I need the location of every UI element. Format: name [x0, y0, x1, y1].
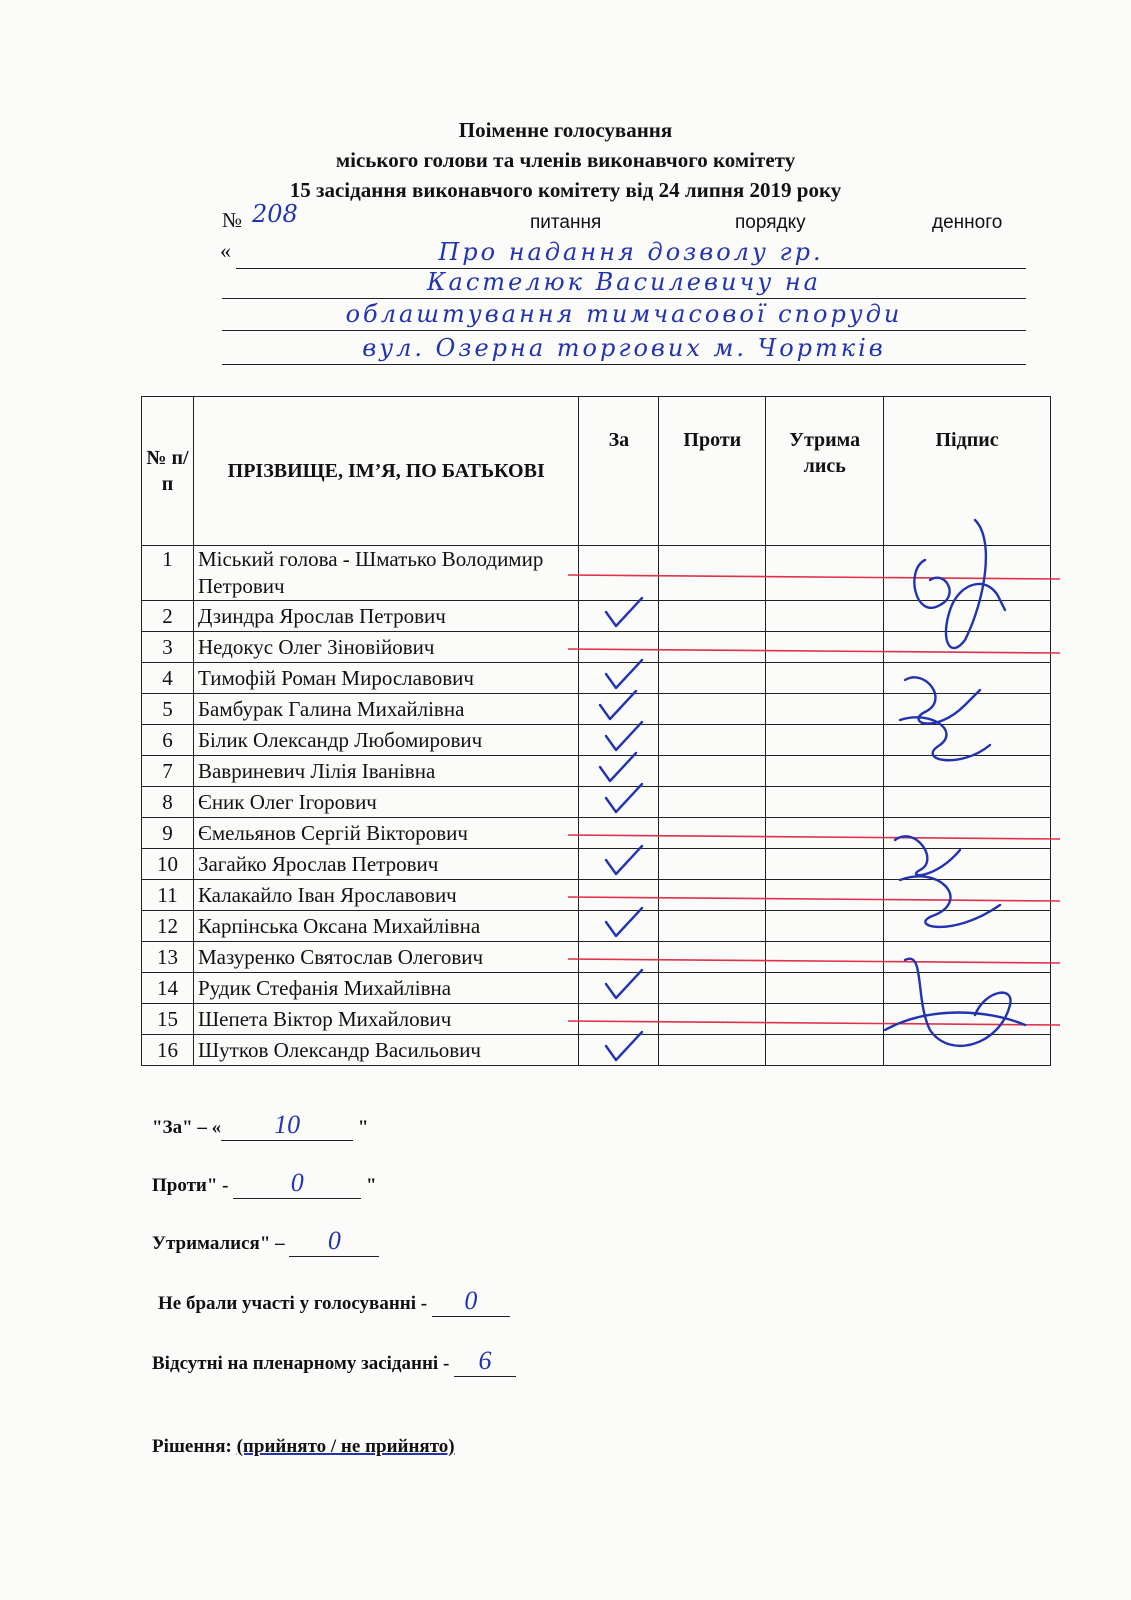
- cell-against: [659, 1035, 766, 1066]
- cell-name: Загайко Ярослав Петрович: [193, 849, 579, 880]
- table-row: [142, 546, 1051, 601]
- doc-subtitle: міського голови та членів виконавчого комітету: [335, 148, 796, 172]
- cell-name: Тимофій Роман Мирославович: [193, 663, 579, 694]
- cell-number: 2: [142, 601, 194, 632]
- table-row: [142, 849, 1051, 880]
- cell-signature: [884, 849, 1051, 880]
- cell-abstained: [766, 942, 884, 973]
- cell-for: [579, 663, 659, 694]
- question-label-word3: денного: [932, 212, 1003, 233]
- cell-for: [579, 880, 659, 911]
- table-header-row: [142, 397, 1051, 546]
- cell-against: [659, 663, 766, 694]
- question-open-quote: «: [220, 238, 231, 263]
- cell-against: [659, 911, 766, 942]
- cell-name: Дзиндра Ярослав Петрович: [193, 601, 579, 632]
- cell-number: 3: [142, 632, 194, 663]
- cell-signature: [884, 942, 1051, 973]
- table-row: [142, 880, 1051, 911]
- col-header-for: За: [579, 397, 659, 546]
- cell-number: 1: [142, 546, 194, 601]
- cell-name: Шепета Віктор Михайлович: [193, 1004, 579, 1035]
- table-row: [142, 632, 1051, 663]
- cell-number: 12: [142, 911, 194, 942]
- question-label-word2: порядку: [735, 212, 806, 233]
- table-row: [142, 601, 1051, 632]
- col-header-against: Проти: [659, 397, 766, 546]
- cell-for: [579, 818, 659, 849]
- cell-against: [659, 1004, 766, 1035]
- total-absent-value: 6: [454, 1346, 516, 1377]
- cell-signature: [884, 725, 1051, 756]
- table-row: [142, 756, 1051, 787]
- cell-signature: [884, 632, 1051, 663]
- cell-abstained: [766, 725, 884, 756]
- cell-signature: [884, 694, 1051, 725]
- cell-signature: [884, 546, 1051, 601]
- cell-abstained: [766, 787, 884, 818]
- col-header-number: № п/ п: [142, 397, 194, 546]
- cell-name: Шутков Олександр Васильович: [193, 1035, 579, 1066]
- total-not-voted: [158, 1286, 510, 1317]
- cell-number: 4: [142, 663, 194, 694]
- table-row: [142, 973, 1051, 1004]
- total-for-value: 10: [221, 1110, 353, 1141]
- cell-name: Вавриневич Лілія Іванівна: [193, 756, 579, 787]
- col-header-name: ПРІЗВИЩЕ, ІМ’Я, ПО БАТЬКОВІ: [193, 397, 579, 546]
- table-row: [142, 942, 1051, 973]
- total-not-voted-label: Не брали участі у голосуванні -: [158, 1293, 428, 1314]
- question-number-prefix: №: [222, 208, 243, 232]
- cell-for: [579, 973, 659, 1004]
- cell-signature: [884, 756, 1051, 787]
- total-abstained: [152, 1226, 379, 1257]
- cell-name: Калакайло Іван Ярославович: [193, 880, 579, 911]
- question-line-2: Кастелюк Василевичу на: [222, 268, 1026, 299]
- cell-signature: [884, 880, 1051, 911]
- cell-name: Недокус Олег Зіновійович: [193, 632, 579, 663]
- cell-for: [579, 911, 659, 942]
- cell-for: [579, 942, 659, 973]
- total-absent: [152, 1346, 516, 1377]
- cell-number: 7: [142, 756, 194, 787]
- cell-abstained: [766, 756, 884, 787]
- cell-abstained: [766, 601, 884, 632]
- question-line-4: вул. Озерна торгових м. Чортків: [222, 334, 1026, 365]
- total-not-voted-value: 0: [432, 1286, 510, 1317]
- decision-line: [152, 1436, 455, 1458]
- cell-for: [579, 787, 659, 818]
- cell-against: [659, 880, 766, 911]
- cell-signature: [884, 663, 1051, 694]
- cell-abstained: [766, 632, 884, 663]
- cell-against: [659, 601, 766, 632]
- cell-for: [579, 546, 659, 601]
- cell-signature: [884, 1004, 1051, 1035]
- cell-abstained: [766, 1035, 884, 1066]
- cell-for: [579, 1035, 659, 1066]
- cell-name: Рудик Стефанія Михайлівна: [193, 973, 579, 1004]
- table-row: [142, 663, 1051, 694]
- cell-number: 15: [142, 1004, 194, 1035]
- table-row: [142, 1004, 1051, 1035]
- cell-against: [659, 694, 766, 725]
- cell-against: [659, 818, 766, 849]
- cell-name: Білик Олександр Любомирович: [193, 725, 579, 756]
- cell-number: 8: [142, 787, 194, 818]
- total-for: [152, 1110, 368, 1141]
- total-for-close: ": [357, 1117, 369, 1138]
- cell-against: [659, 849, 766, 880]
- cell-for: [579, 725, 659, 756]
- cell-name: Карпінська Оксана Михайлівна: [193, 911, 579, 942]
- meeting-line: 15 засідання виконавчого комітету від 24 липня 2019 року: [289, 178, 842, 202]
- col-header-signature: Підпис: [884, 397, 1051, 546]
- cell-number: 14: [142, 973, 194, 1004]
- table-row: [142, 818, 1051, 849]
- cell-signature: [884, 818, 1051, 849]
- cell-abstained: [766, 973, 884, 1004]
- cell-abstained: [766, 1004, 884, 1035]
- cell-number: 10: [142, 849, 194, 880]
- cell-abstained: [766, 880, 884, 911]
- cell-for: [579, 1004, 659, 1035]
- decision-label: Рішення:: [152, 1436, 232, 1457]
- table-row: [142, 725, 1051, 756]
- question-number-handwritten: 208: [252, 200, 298, 228]
- total-against: [152, 1168, 377, 1199]
- cell-abstained: [766, 818, 884, 849]
- cell-signature: [884, 1035, 1051, 1066]
- cell-number: 11: [142, 880, 194, 911]
- cell-name: Мазуренко Святослав Олегович: [193, 942, 579, 973]
- cell-abstained: [766, 546, 884, 601]
- cell-abstained: [766, 911, 884, 942]
- cell-number: 6: [142, 725, 194, 756]
- col-header-abstained: Утрима лись: [766, 397, 884, 546]
- cell-number: 13: [142, 942, 194, 973]
- voting-table: [141, 396, 1051, 1066]
- total-against-close: ": [366, 1175, 377, 1196]
- table-row: [142, 911, 1051, 942]
- decision-options: (прийнято / не прийнято): [236, 1436, 455, 1457]
- cell-against: [659, 756, 766, 787]
- cell-against: [659, 546, 766, 601]
- cell-abstained: [766, 849, 884, 880]
- cell-abstained: [766, 694, 884, 725]
- total-for-label: "За" – «: [152, 1117, 222, 1138]
- cell-number: 5: [142, 694, 194, 725]
- cell-name: Єник Олег Ігорович: [193, 787, 579, 818]
- cell-for: [579, 694, 659, 725]
- cell-name: Міський голова - Шматько Володимир Петрович: [193, 546, 579, 601]
- cell-against: [659, 632, 766, 663]
- table-row: [142, 787, 1051, 818]
- cell-for: [579, 601, 659, 632]
- cell-for: [579, 756, 659, 787]
- question-label-word1: питання: [530, 212, 602, 233]
- total-against-label: Проти" -: [152, 1175, 229, 1196]
- cell-against: [659, 942, 766, 973]
- cell-signature: [884, 973, 1051, 1004]
- cell-name: Ємельянов Сергій Вікторович: [193, 818, 579, 849]
- cell-name: Бамбурак Галина Михайлівна: [193, 694, 579, 725]
- cell-for: [579, 632, 659, 663]
- total-against-value: 0: [233, 1168, 361, 1199]
- cell-for: [579, 849, 659, 880]
- total-absent-label: Відсутні на пленарному засіданні -: [152, 1353, 450, 1374]
- doc-title: Поіменне голосування: [458, 118, 673, 142]
- cell-number: 9: [142, 818, 194, 849]
- question-line-3: облаштування тимчасової споруди: [222, 300, 1026, 331]
- cell-abstained: [766, 663, 884, 694]
- cell-against: [659, 973, 766, 1004]
- total-abstained-label: Утрималися" –: [152, 1233, 285, 1254]
- cell-against: [659, 787, 766, 818]
- cell-number: 16: [142, 1035, 194, 1066]
- table-row: [142, 1035, 1051, 1066]
- question-line-1: Про надання дозволу гр.: [236, 238, 1026, 269]
- cell-signature: [884, 601, 1051, 632]
- cell-against: [659, 725, 766, 756]
- table-row: [142, 694, 1051, 725]
- cell-signature: [884, 787, 1051, 818]
- cell-signature: [884, 911, 1051, 942]
- total-abstained-value: 0: [289, 1226, 379, 1257]
